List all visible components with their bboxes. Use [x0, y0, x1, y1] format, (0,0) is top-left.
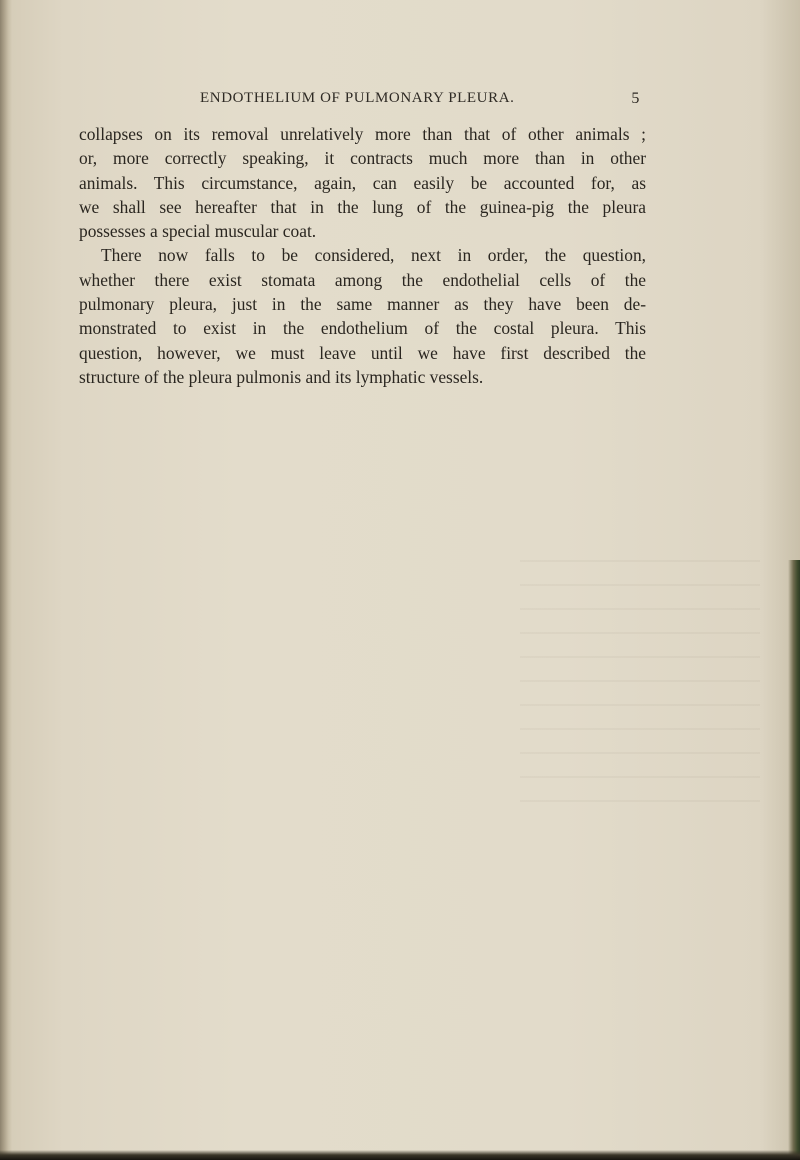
text-line: monstrated to exist in the endothelium of the costal pleura. This [79, 318, 646, 339]
body-text [79, 122, 646, 389]
paragraph [79, 243, 646, 389]
page-number: 5 [631, 90, 640, 107]
binding-gutter [0, 0, 12, 1160]
show-through-text [520, 560, 760, 820]
page-edge-shadow [788, 560, 800, 1160]
text-line: pulmonary pleura, just in the same manner as they have been de- [79, 294, 646, 315]
text-line: possesses a special muscular coat. [79, 221, 317, 242]
text-line: structure of the pleura pulmonis and its lymphatic vessels. [79, 366, 484, 387]
text-line: whether there exist stomata among the endothelial cells of the [79, 269, 646, 290]
text-line: or, more correctly speaking, it contracts much more than in other [79, 148, 646, 169]
text-line: animals. This circumstance, again, can easily be accounted for, as [79, 172, 646, 193]
paragraph [79, 122, 646, 243]
text-line: question, however, we must leave until we have first described the [79, 342, 646, 363]
text-line: There now falls to be considered, next in order, the question, [101, 245, 646, 266]
text-line: collapses on its removal unrelatively more than that of other animals ; [79, 124, 646, 144]
text-line: we shall see hereafter that in the lung of the guinea-pig the pleura [79, 196, 646, 217]
page-bottom-shadow [0, 1150, 800, 1160]
running-title: ENDOTHELIUM OF PULMONARY PLEURA. [200, 90, 515, 106]
